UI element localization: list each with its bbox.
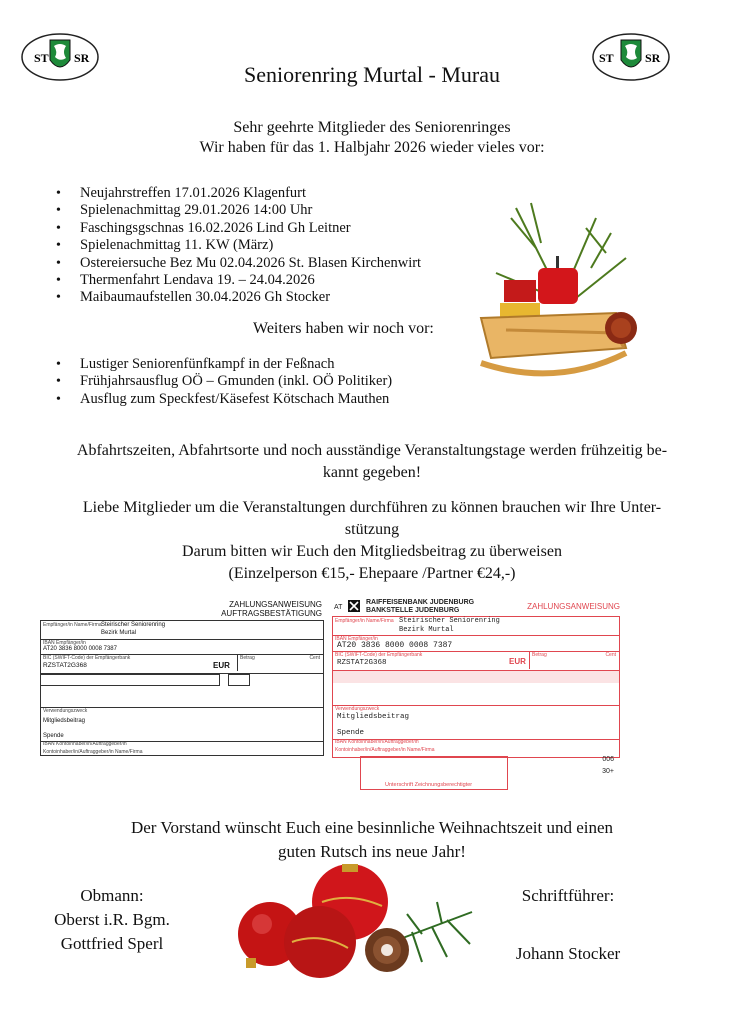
logo-right-text-st: ST — [599, 51, 614, 65]
event-list — [56, 185, 421, 307]
payment-slip-transfer — [332, 598, 622, 794]
slip-right-purpose2: Spende — [337, 729, 365, 737]
further-event-item: • Frühjahrsausflug OÖ – Gmunden (inkl. OÖ Politiker) — [56, 373, 392, 390]
notice-line1: Abfahrtszeiten, Abfahrtsorte und noch ausständige Veranstaltungstage werden frühzeitig be- — [76, 442, 668, 459]
event-item: • Spielenachmittag 11. KW (März) — [56, 237, 421, 254]
slip-left-bic-label: BIC (SWIFT-Code) der Empfängerbank — [43, 655, 131, 661]
closing-line2: guten Rutsch ins neue Jahr! — [278, 842, 466, 861]
slip-left-purpose2: Spende — [43, 733, 64, 739]
slip-left-blank-box — [228, 674, 250, 686]
chairman-role: Obmann: — [80, 886, 144, 905]
request-line2: stützung — [344, 521, 400, 538]
greeting-line2: Wir haben für das 1. Halbjahr 2026 wieder vieles vor: — [199, 139, 545, 156]
slip-left-recipient-line1: Steirischer Seniorenring — [101, 622, 166, 628]
further-event-item: • Ausflug zum Speckfest/Käsefest Kötschach Mauthen — [56, 391, 392, 408]
further-heading: Weiters haben wir noch vor: — [253, 320, 434, 337]
slip-right-amount-label: Betrag — [532, 652, 547, 658]
notice-paragraph — [0, 440, 744, 484]
closing-line1: Der Vorstand wünscht Euch eine besinnliche Weihnachtszeit und einen — [130, 818, 614, 837]
request-paragraph — [0, 497, 744, 585]
logo-left-text-sr: SR — [74, 51, 90, 65]
ornament-decoration-image — [232, 862, 488, 984]
slip-left-bic: RZSTAT2G368 — [43, 662, 87, 669]
slip-left-cent-label: Cent — [309, 655, 320, 661]
slip-left-iban-label: IBAN Empfänger/in — [43, 640, 86, 646]
slip-left-currency: EUR — [213, 661, 230, 670]
slip-right-bank-line2: BANKSTELLE JUDENBURG — [366, 607, 460, 614]
slip-right-bic-label: BIC (SWIFT-Code) der Empfängerbank — [335, 652, 423, 658]
slip-right-signature-label: Unterschrift Zeichnungsberechtigter — [385, 782, 473, 788]
slip-left-sender-label: Kontoinhaber/in/Auftraggeber/in Name/Firma — [43, 749, 143, 755]
slip-right-iban: AT20 3836 8000 0008 7387 — [337, 641, 453, 650]
further-event-list — [56, 356, 392, 408]
slip-right-country: AT — [334, 604, 343, 611]
slip-right-sender-label: Kontoinhaber/in/Auftraggeber/in Name/Firma — [335, 747, 435, 753]
slip-left-header1: ZAHLUNGSANWEISUNG — [229, 600, 322, 609]
closing-message — [0, 816, 744, 864]
slip-left-sender-iban-label: IBAN Kontoinhaber/in/Auftraggeber/in — [43, 741, 127, 747]
sled-decoration-image — [476, 198, 646, 398]
slip-left-iban: AT20 3836 8000 0008 7387 — [43, 646, 117, 652]
chairman-line2: Gottfried Sperl — [60, 934, 164, 953]
slip-right-code1: 006 — [602, 756, 614, 763]
slip-right-currency: EUR — [509, 657, 526, 666]
slip-right-shaded-row — [333, 671, 619, 683]
slip-right-cent-label: Cent — [605, 652, 616, 658]
secretary-name: Johann Stocker — [515, 944, 621, 963]
logo-right-text-sr: SR — [645, 51, 661, 65]
slip-right-bank-line1: RAIFFEISENBANK JUDENBURG — [366, 599, 475, 606]
slip-left-purpose-label: Verwendungszweck — [43, 708, 88, 714]
slip-left-amount-label: Betrag — [240, 655, 255, 661]
slip-right-sender-iban-label: IBAN Kontoinhaber/in/Auftraggeber/in — [335, 739, 419, 745]
slip-left-recipient-label: Empfänger/in Name/Firma — [43, 622, 102, 628]
greeting-line1: Sehr geehrte Mitglieder des Seniorenringes — [233, 119, 511, 136]
secretary-role: Schriftführer: — [521, 886, 615, 905]
logo-left-text-st: ST — [34, 51, 49, 65]
slip-left-recipient-line2: Bezirk Murtal — [101, 630, 137, 636]
slip-right-header: ZAHLUNGSANWEISUNG — [527, 602, 620, 611]
slip-right-recipient-line2: Bezirk Murtal — [399, 626, 454, 634]
payment-slip-confirmation — [38, 600, 326, 756]
slip-right-purpose: Mitgliedsbeitrag — [337, 713, 410, 721]
event-item: • Neujahrstreffen 17.01.2026 Klagenfurt — [56, 185, 421, 202]
slip-right-bic: RZSTAT2G368 — [337, 659, 387, 667]
request-line4: (Einzelperson €15,- Ehepaare /Partner €24,-) — [228, 565, 516, 582]
slip-right-iban-label: IBAN Empfänger/in — [335, 636, 378, 642]
signature-chairman — [22, 884, 202, 956]
slip-right-purpose-label: Verwendungszweck — [335, 706, 380, 712]
further-event-item: • Lustiger Seniorenfünfkampf in der Feßnach — [56, 356, 392, 373]
signature-box — [360, 756, 508, 790]
event-item: • Thermenfahrt Lendava 19. – 24.04.2026 — [56, 272, 421, 289]
request-line3: Darum bitten wir Euch den Mitgliedsbeitrag zu überweisen — [182, 543, 562, 560]
slip-left-blank-row — [41, 674, 220, 686]
notice-line2: kannt gegeben! — [322, 464, 422, 481]
slip-right-code2: 30+ — [602, 768, 614, 775]
slip-right-recipient-line1: Steirischer Seniorenring — [399, 617, 500, 625]
chairman-line1: Oberst i.R. Bgm. — [54, 910, 170, 929]
page-title: Seniorenring Murtal - Murau — [244, 62, 500, 87]
slip-left-purpose: Mitgliedsbeitrag — [43, 718, 86, 724]
slip-right-recipient-label: Empfänger/in Name/Firma — [335, 618, 394, 624]
request-line1: Liebe Mitglieder um die Veranstaltungen durchführen zu können brauchen wir Ihre Unter- — [82, 499, 662, 516]
event-item: • Spielenachmittag 29.01.2026 14:00 Uhr — [56, 202, 421, 219]
event-item: • Ostereiersuche Bez Mu 02.04.2026 St. Blasen Kirchenwirt — [56, 255, 421, 272]
signature-secretary — [478, 884, 658, 966]
slip-left-header2: AUFTRAGSBESTÄTIGUNG — [221, 609, 322, 618]
greeting — [0, 118, 744, 158]
event-item: • Maibaumaufstellen 30.04.2026 Gh Stocker — [56, 289, 421, 306]
event-item: • Faschingsgschnas 16.02.2026 Lind Gh Leitner — [56, 220, 421, 237]
raiffeisen-icon — [348, 600, 360, 612]
